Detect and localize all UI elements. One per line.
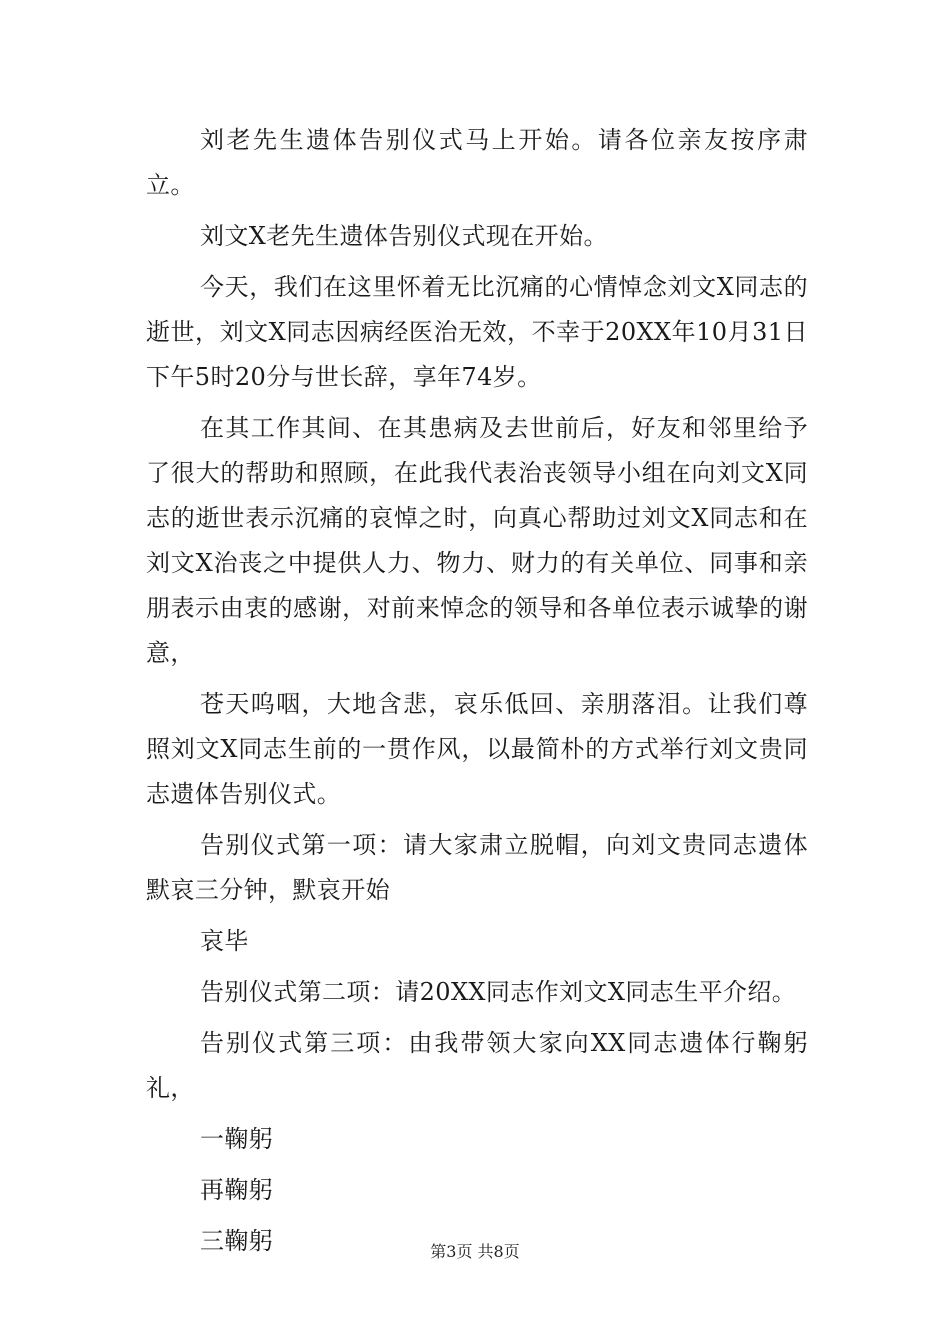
paragraph: 在其工作其间、在其患病及去世前后，好友和邻里给予了很大的帮助和照顾，在此我代表治丧领导小组在向刘文X同志的逝世表示沉痛的哀悼之时，向真心帮助过刘文X同志和在刘文X治丧之中提供人力、物力、财力的有关单位、同事和亲朋表示由衷的感谢，对前来悼念的领导和各单位表示诚挚的谢意， [146, 414, 808, 667]
paragraph: 告别仪式第二项：请20XX同志作刘文X同志生平介绍。 [200, 978, 797, 1006]
page-number: 第3页 共8页 [430, 1242, 520, 1261]
paragraph: 刘文X老先生遗体告别仪式现在开始。 [200, 222, 608, 250]
paragraph: 苍天呜咽，大地含悲，哀乐低回、亲朋落泪。让我们尊照刘文X同志生前的一贯作风，以最简朴的方式举行刘文贵同志遗体告别仪式。 [146, 690, 808, 808]
document-body [146, 118, 808, 1270]
paragraph: 哀毕 [200, 927, 249, 955]
paragraph: 告别仪式第一项：请大家肃立脱帽，向刘文贵同志遗体默哀三分钟，默哀开始 [146, 831, 808, 904]
paragraph: 告别仪式第三项：由我带领大家向XX同志遗体行鞠躬礼， [146, 1029, 808, 1102]
paragraph: 刘老先生遗体告别仪式马上开始。请各位亲友按序肃立。 [146, 126, 808, 199]
paragraph: 三鞠躬 [200, 1227, 274, 1255]
paragraph: 再鞠躬 [200, 1176, 274, 1204]
paragraph: 一鞠躬 [200, 1125, 274, 1153]
page-footer [0, 1240, 950, 1264]
paragraph: 今天，我们在这里怀着无比沉痛的心情悼念刘文X同志的逝世，刘文X同志因病经医治无效，不幸于20XX年10月31日下午5时20分与世长辞，享年74岁。 [146, 273, 808, 391]
